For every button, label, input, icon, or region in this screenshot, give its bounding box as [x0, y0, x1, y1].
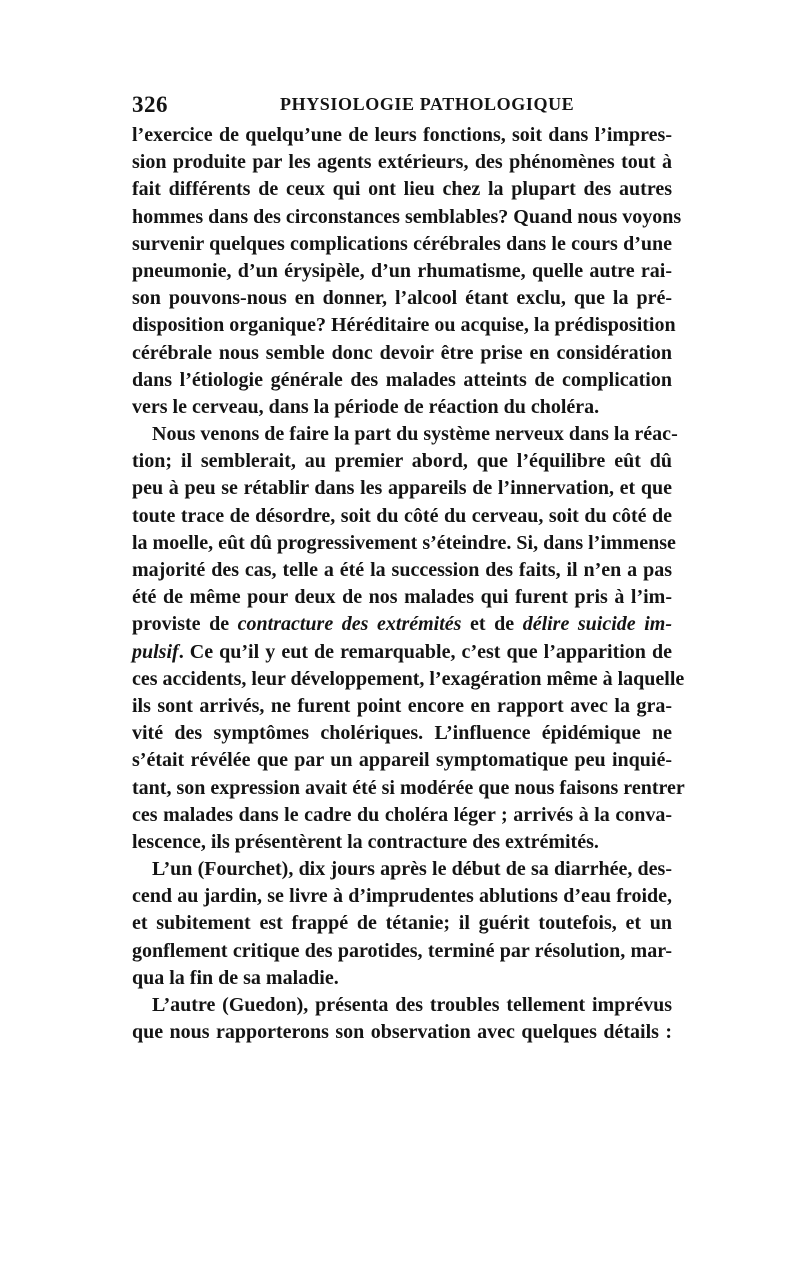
text-line [132, 122, 672, 149]
text-line [132, 584, 672, 611]
text-line [132, 965, 672, 992]
text-segment: tant, son expression avait été si modérée que nous faisons rentrer [132, 776, 685, 799]
text-line [132, 367, 672, 394]
text-segment: cérébrale nous semble donc devoir être prise en considération [132, 341, 672, 364]
text-segment: dans l’étiologie générale des malades atteints de complication [132, 368, 672, 391]
text-segment: pneumonie, d’un érysipèle, d’un rhumatisme, quelle autre rai- [132, 259, 672, 282]
text-line [132, 693, 672, 720]
text-line [132, 720, 672, 747]
text-line [132, 421, 678, 448]
text-segment: hommes dans des circonstances semblables? Quand nous voyons [132, 205, 682, 228]
body-text [132, 122, 685, 1046]
text-line [132, 448, 672, 475]
text-segment: Nous venons de faire la part du système nerveux dans la réac- [152, 423, 678, 446]
text-line [132, 747, 672, 774]
text-segment: peu à peu se rétablir dans les appareils de l’innervation, et que [132, 477, 672, 500]
text-line [132, 340, 672, 367]
page-header [132, 92, 672, 118]
text-segment: L’autre (Guedon), présenta des troubles tellement imprévus [152, 994, 672, 1016]
text-line [132, 829, 672, 856]
text-segment: proviste de [132, 613, 238, 636]
text-segment: fait différents de ceux qui ont lieu chez la plupart des autres [132, 178, 672, 201]
text-segment: s’était révélée que par un appareil symptomatique peu inquié- [132, 749, 672, 772]
text-line [132, 910, 672, 937]
text-segment: et subitement est frappé de tétanie; il guérit toutefois, et un [132, 912, 672, 935]
italic-text: contracture des extrémités [237, 613, 462, 636]
text-line [132, 938, 672, 965]
text-line [132, 856, 672, 883]
text-segment: qua la fin de sa maladie. [132, 966, 339, 989]
text-line [132, 149, 672, 176]
text-segment: L’un (Fourchet), dix jours après le début de sa diarrhée, des- [152, 858, 672, 881]
text-segment: survenir quelques complications cérébrales dans le cours d’une [132, 232, 672, 255]
text-segment: ces accidents, leur développement, l’exagération même à laquelle [132, 667, 685, 690]
text-segment: ils sont arrivés, ne furent point encore en rapport avec la gra- [132, 694, 672, 717]
text-segment: disposition organique? Héréditaire ou acquise, la prédisposition [132, 314, 676, 337]
text-segment: majorité des cas, telle a été la succession des faits, il n’en a pas [132, 559, 672, 581]
text-segment: lescence, ils présentèrent la contracture des extrémités. [132, 830, 599, 853]
text-line [132, 802, 672, 829]
text-segment: vers le cerveau, dans la période de réaction du choléra. [132, 395, 600, 418]
text-segment: cend au jardin, se livre à d’imprudentes ablutions d’eau froide, [132, 885, 672, 908]
text-line [132, 394, 672, 421]
text-segment: sion produite par les agents extérieurs, des phénomènes tout à [132, 151, 672, 174]
text-segment: ces malades dans le cadre du choléra léger ; arrivés à la conva- [132, 803, 672, 826]
text-segment: que nous rapporterons son observation avec quelques détails : [132, 1021, 672, 1044]
text-line [132, 1019, 672, 1046]
text-line [132, 883, 672, 910]
text-line [132, 611, 672, 638]
text-segment: tion; il semblerait, au premier abord, que l’équilibre eût dû [132, 450, 672, 473]
text-line [132, 312, 676, 339]
text-line [132, 176, 672, 203]
text-line [132, 204, 682, 231]
running-title: PHYSIOLOGIE PATHOLOGIQUE [280, 94, 575, 114]
text-line [132, 639, 672, 666]
italic-text: pulsif [132, 640, 179, 663]
text-segment: toute trace de désordre, soit du côté du cerveau, soit du côté de [132, 504, 672, 527]
page-number: 326 [132, 92, 168, 117]
text-segment: été de même pour deux de nos malades qui furent pris à l’im- [132, 586, 672, 609]
text-segment: et de [461, 613, 523, 636]
italic-text: délire suicide im- [522, 613, 673, 636]
text-line [132, 231, 672, 258]
text-line [132, 258, 672, 285]
text-line [132, 775, 685, 802]
text-segment: la moelle, eût dû progressivement s’éteindre. Si, dans l’immense [132, 531, 676, 554]
text-line [132, 475, 672, 502]
text-segment: vité des symptômes cholériques. L’influence épidémique ne [132, 722, 672, 745]
text-segment: gonflement critique des parotides, terminé par résolution, mar- [132, 939, 672, 962]
text-line [132, 557, 672, 584]
text-line [132, 530, 676, 557]
text-segment: son pouvons-nous en donner, l’alcool étant exclu, que la pré- [132, 287, 672, 310]
text-line [132, 992, 672, 1019]
text-segment: . Ce qu’il y eut de remarquable, c’est que l’apparition de [178, 640, 672, 663]
text-line [132, 666, 685, 693]
text-line [132, 285, 672, 312]
text-segment: l’exercice de quelqu’une de leurs fonctions, soit dans l’impres- [132, 124, 672, 146]
text-line [132, 503, 672, 530]
